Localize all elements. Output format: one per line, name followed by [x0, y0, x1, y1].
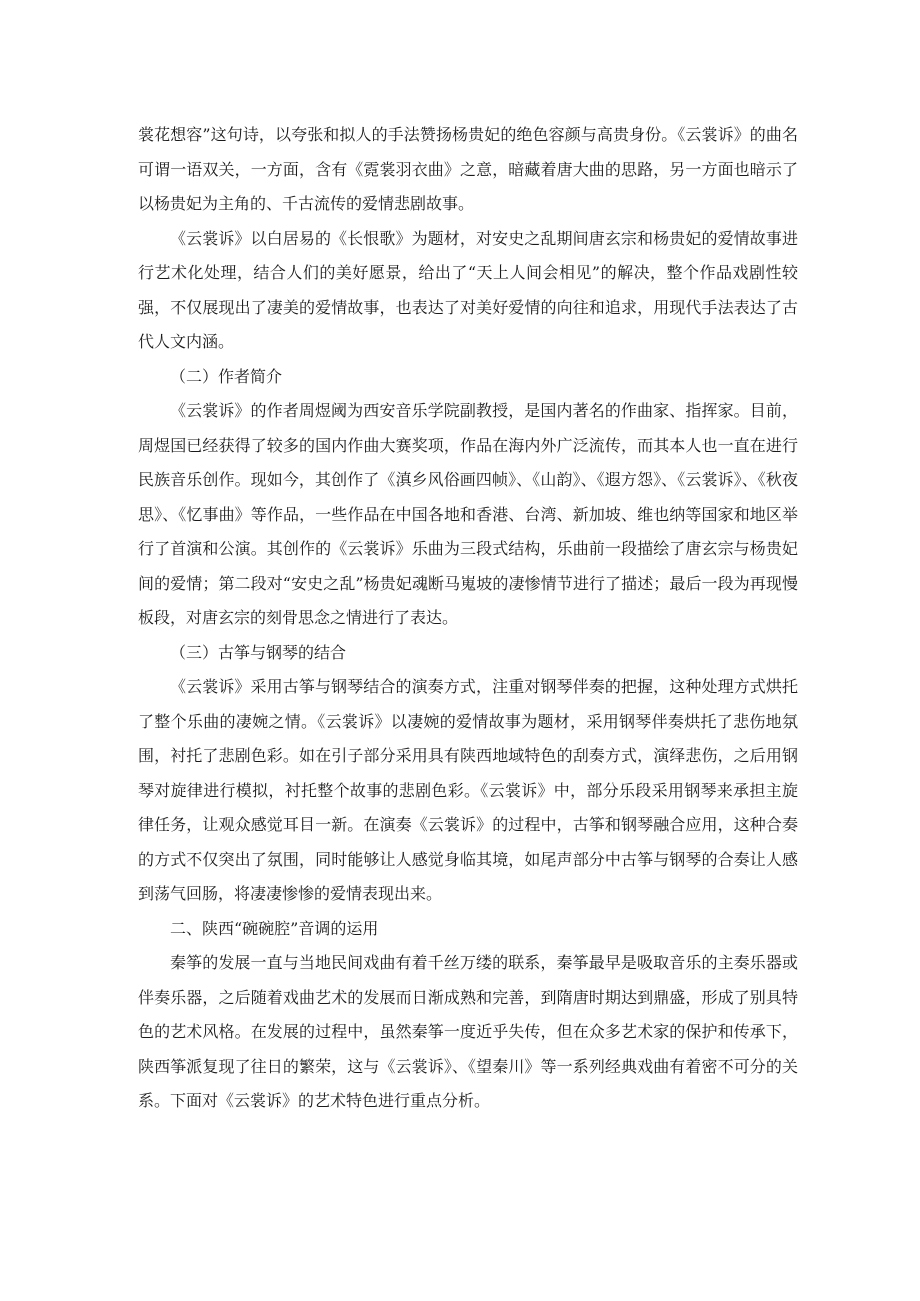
paragraph-author: 《云裳诉》的作者周煜阈为西安音乐学院副教授，是国内著名的作曲家、指挥家。目前，周煜国已经获得了较多的国内作曲大赛奖项，作品在海内外广泛流传，而其本人也一直在进行民族音乐创作。现如今，其创作了《滇乡风俗画四帧》、《山韵》、《遐方怨》、《云裳诉》、《秋夜思》、《忆事曲》等作品，一些作品在中国各地和香港、台湾、新加坡、维也纳等国家和地区举行了首演和公演。其创作的《云裳诉》乐曲为三段式结构，乐曲前一段描绘了唐玄宗与杨贵妃间的爱情；第二段对“安史之乱”杨贵妃魂断马嵬坡的凄惨情节进行了描述；最后一段为再现慢板段，对唐玄宗的刻骨思念之情进行了表达。: [138, 401, 798, 627]
paragraph-theme: 《云裳诉》以白居易的《长恨歌》为题材，对安史之乱期间唐玄宗和杨贵妃的爱情故事进行艺术化处理，结合人们的美好愿景，给出了“天上人间会相见”的解决，整个作品戏剧性较强，不仅展现出了凄美的爱情故事，也表达了对美好爱情的向往和追求，用现代手法表达了古代人文内涵。: [138, 228, 798, 351]
paragraph-continuation: 裳花想容”这句诗，以夸张和拟人的手法赞扬杨贵妃的绝色容颜与高贵身份。《云裳诉》的曲名可谓一语双关，一方面，含有《霓裳羽衣曲》之意，暗藏着唐大曲的思路，另一方面也暗示了以杨贵妃为主角的、千古流传的爱情悲剧故事。: [138, 125, 798, 213]
section-heading-author: （二）作者简介: [170, 366, 283, 386]
section-heading-guzheng-piano: （三）古筝与钢琴的结合: [170, 642, 347, 662]
section-heading-wanwanqiang: 二、陕西“碗碗腔”音调的运用: [170, 918, 379, 938]
document-body: [138, 118, 798, 1119]
paragraph-qinzheng: 秦筝的发展一直与当地民间戏曲有着千丝万缕的联系，秦筝最早是吸取音乐的主奏乐器或伴奏乐器，之后随着戏曲艺术的发展而日渐成熟和完善，到隋唐时期达到鼎盛，形成了别具特色的艺术风格。在发展的过程中，虽然秦筝一度近乎失传，但在众多艺术家的保护和传承下，陕西筝派复现了往日的繁荣，这与《云裳诉》、《望秦川》等一系列经典戏曲有着密不可分的关系。下面对《云裳诉》的艺术特色进行重点分析。: [138, 953, 798, 1110]
paragraph-guzheng-piano: 《云裳诉》采用古筝与钢琴结合的演奏方式，注重对钢琴伴奏的把握，这种处理方式烘托了整个乐曲的凄婉之情。《云裳诉》以凄婉的爱情故事为题材，采用钢琴伴奏烘托了悲伤地氛围，衬托了悲剧色彩。如在引子部分采用具有陕西地域特色的刮奏方式，演绎悲伤，之后用钢琴对旋律进行模拟，衬托整个故事的悲剧色彩。《云裳诉》中，部分乐段采用钢琴来承担主旋律任务，让观众感觉耳目一新。在演奏《云裳诉》的过程中，古筝和钢琴融合应用，这种合奏的方式不仅突出了氛围，同时能够让人感觉身临其境，如尾声部分中古筝与钢琴的合奏让人感到荡气回肠，将凄凄惨惨的爱情表现出来。: [138, 677, 798, 903]
